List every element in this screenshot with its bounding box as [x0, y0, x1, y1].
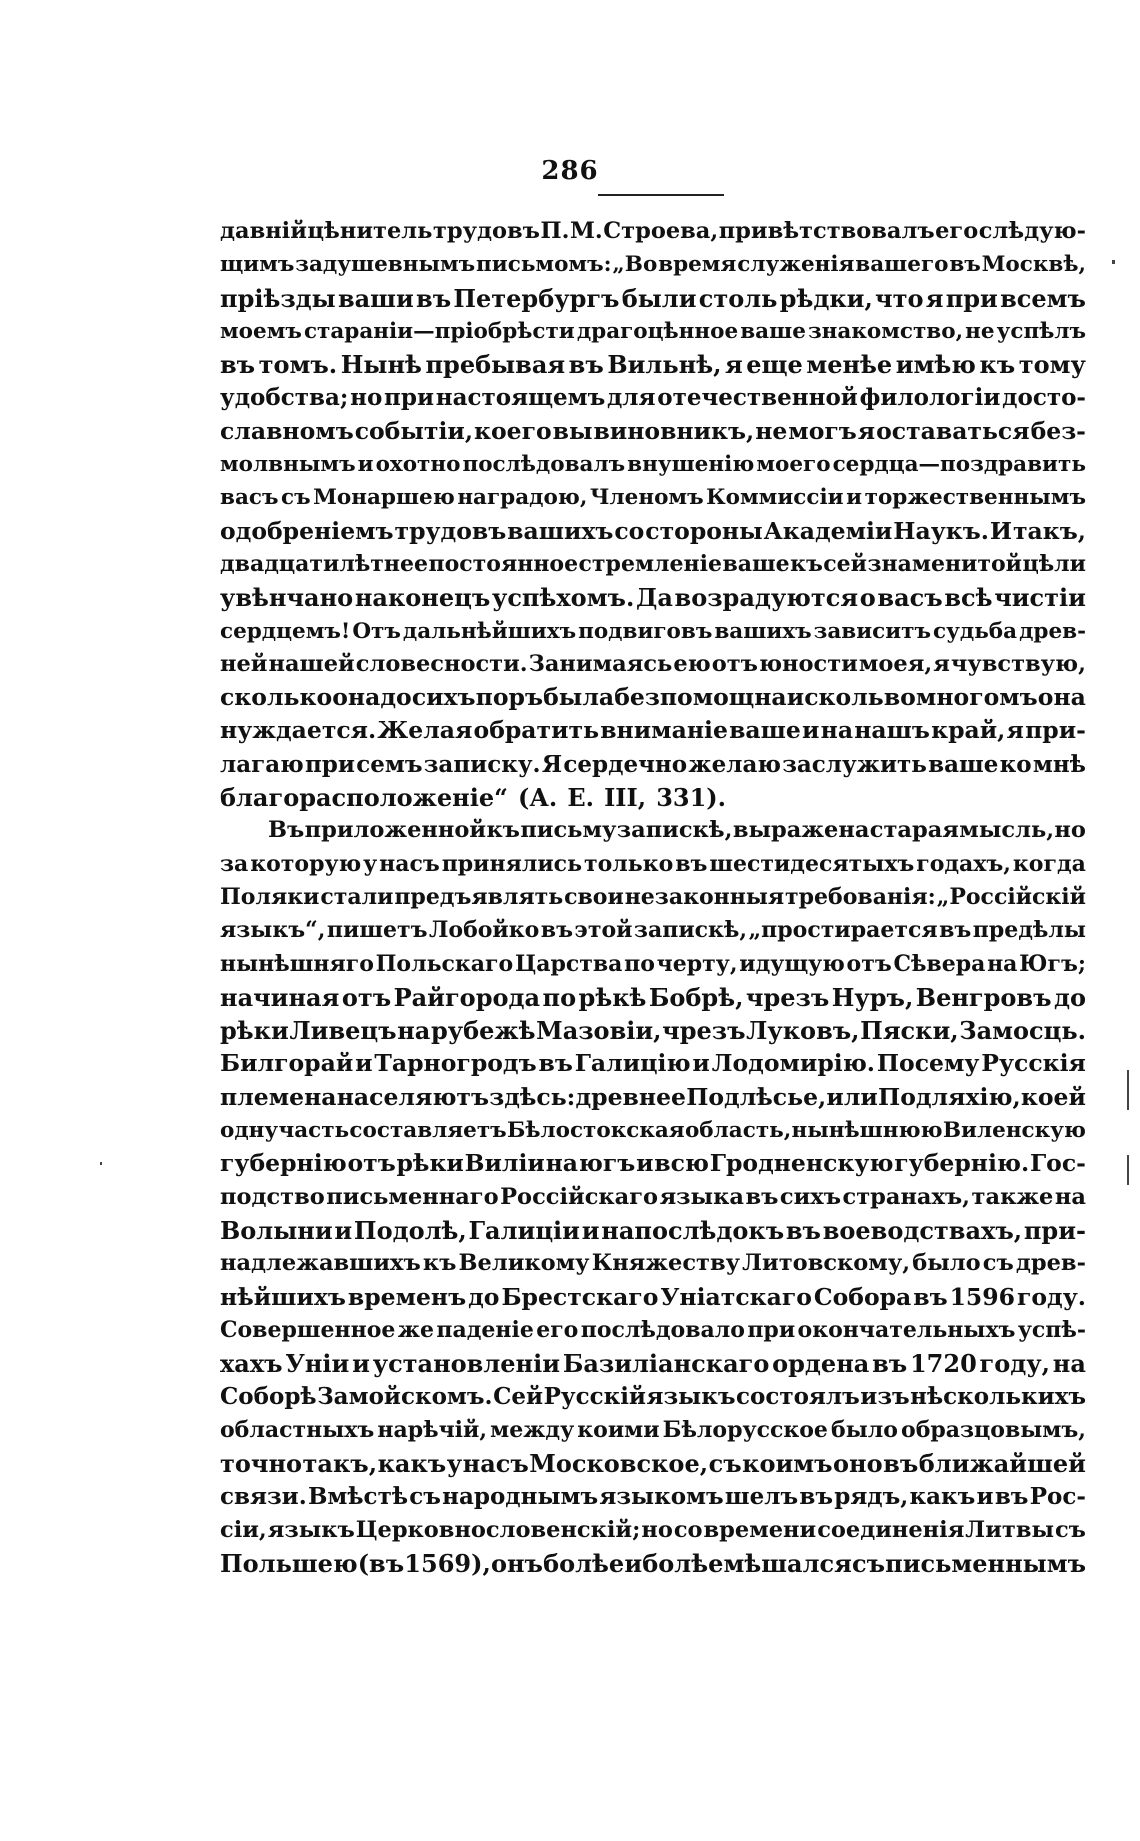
- text-line: сердцемъ! Отъ дальнѣйшихъ подвиговъ вашихъ зависитъ судьба древ-: [220, 618, 1086, 644]
- text-line: благорасположеніе“ (А. Е. III, 331).: [220, 783, 726, 813]
- text-line: давній цѣнитель трудовъ П. М. Строева, привѣтствовалъ его слѣдую-: [220, 218, 1086, 244]
- text-line: удобства; но при настоящемъ для отечественной филологіи досто-: [220, 384, 1086, 412]
- text-line: двадцатилѣтнее постоянное стремленіе ваше къ сей знаменитой цѣли: [220, 550, 1086, 577]
- text-line: пріѣзды ваши въ Петербургъ были столь рѣдки, что я при всемъ: [220, 283, 1086, 313]
- margin-mark: [1112, 260, 1115, 264]
- text-line: одобреніемъ трудовъ вашихъ со стороны Академіи Наукъ. И такъ,: [220, 516, 1086, 545]
- text-line: лагаю при семъ записку. Я сердечно желаю заслужить ваше ко мнѣ: [220, 750, 1086, 778]
- text-line: губернію отъ рѣки Виліи на югъ и всю Гродненскую губернію. Гос-: [220, 1149, 1086, 1178]
- text-line: точно такъ, какъ у насъ Московское, съ коимъ оно въ ближайшей: [220, 1448, 1086, 1478]
- text-line: ней нашей словесности. Занимаясь ею отъ юности моея, я чувствую,: [220, 650, 1086, 677]
- text-line: увѣнчано наконецъ успѣхомъ. Да возрадуются о васъ всѣ чистіи: [220, 583, 1086, 613]
- text-line: языкъ“, пишетъ Лобойко въ этой запискѣ, „простирается въ предѣлы: [220, 917, 1086, 944]
- text-line: племена населяютъ здѣсь: древнее Подлѣсье, или Подляхію, коей: [220, 1082, 1086, 1111]
- text-line: областныхъ нарѣчій, между коими Бѣлорусское было образцовымъ,: [220, 1416, 1086, 1443]
- page-number-rule: [598, 194, 724, 196]
- body-text: [220, 215, 1086, 1580]
- margin-mark: [1127, 1070, 1129, 1110]
- text-line: Соборѣ Замойскомъ. Сей Русскій языкъ состоялъ изъ нѣсколькихъ: [220, 1383, 1086, 1411]
- text-line: начиная отъ Райгорода по рѣкѣ Бобрѣ, чрезъ Нуръ, Венгровъ до: [220, 982, 1086, 1012]
- text-line: связи. Вмѣстѣ съ народнымъ языкомъ шелъ въ рядъ, какъ и въ Рос-: [220, 1483, 1086, 1511]
- margin-mark: [1127, 1155, 1129, 1185]
- text-line: нѣйшихъ временъ до Брестскаго Уніатскаго Собора въ 1596 году.: [220, 1282, 1086, 1311]
- text-line: Въ приложенной къ письму запискѣ, выражена старая мысль, но: [268, 817, 1086, 844]
- text-line: въ томъ. Нынѣ пребывая въ Вильнѣ, я еще менѣе имѣю къ тому: [220, 350, 1086, 380]
- text-line: Совершенное же паденіе его послѣдовало при окончательныхъ успѣ-: [220, 1316, 1086, 1343]
- text-line: щимъ задушевнымъ письмомъ: „Во время служенія вашего въ Москвѣ,: [220, 252, 1086, 278]
- text-line: Билгорай и Тарногродъ въ Галицію и Лодомирію. Посему Русскія: [220, 1049, 1086, 1078]
- text-line: васъ съ Монаршею наградою, Членомъ Коммиссіи и торжественнымъ: [220, 485, 1086, 511]
- text-line: Польшею (въ 1569), онъ болѣе и болѣе мѣшался съ письменнымъ: [220, 1548, 1086, 1578]
- text-line: нынѣшняго Польскаго Царства по черту, идущую отъ Сѣвера на Югъ;: [220, 950, 1086, 977]
- text-line: сколько она до сихъ поръ была безпомощна и сколь во многомъ она: [220, 683, 1086, 712]
- text-line: Волыни и Подолѣ, Галиціи и напослѣдокъ въ воеводствахъ, при-: [220, 1215, 1086, 1245]
- text-line: подство письменнаго Россійскаго языка въ сихъ странахъ, также на: [220, 1183, 1086, 1210]
- text-line: нуждается. Желая обратить вниманіе ваше и на нашъ край, я при-: [220, 716, 1086, 745]
- text-line: молвнымъ и охотно послѣдовалъ внушенію моего сердца—поздравить: [220, 452, 1086, 478]
- text-line: моемъ стараніи—пріобрѣсти драгоцѣнное ваше знакомство, не успѣлъ: [220, 318, 1086, 344]
- text-line: Поляки стали предъявлять свои незаконныя требованія: „Россійскій: [220, 883, 1086, 910]
- text-line: рѣки Ливецъ на рубежѣ Мазовіи, чрезъ Луковъ, Пяски, Замосць.: [220, 1016, 1086, 1046]
- margin-mark: [100, 1162, 102, 1165]
- text-line: славномъ событіи, коего вы виновникъ, не могъ я оставаться без-: [220, 416, 1086, 445]
- page-number: 286: [541, 156, 599, 186]
- text-line: одну часть составляетъ Бѣлостокская область, нынѣшнюю Виленскую: [220, 1118, 1086, 1144]
- text-line: надлежавшихъ къ Великому Княжеству Литовскому, было съ древ-: [220, 1250, 1086, 1277]
- text-line: хахъ Уніи и установленіи Базиліанскаго ордена въ 1720 году, на: [220, 1349, 1086, 1379]
- text-line: сіи, языкъ Церковнословенскій; но со времени соединенія Литвы съ: [220, 1516, 1086, 1543]
- text-line: за которую у насъ принялись только въ шестидесятыхъ годахъ, когда: [220, 850, 1086, 877]
